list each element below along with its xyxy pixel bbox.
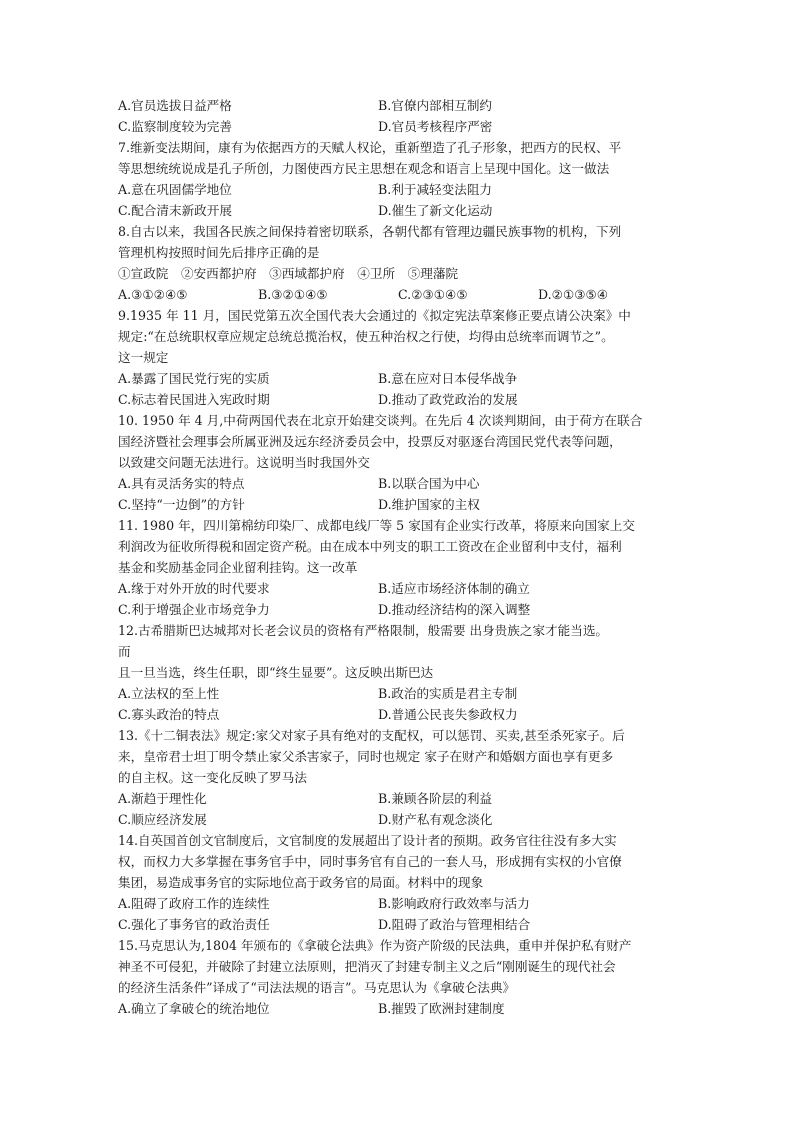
- answer-option: A.意在巩固儒学地位: [118, 182, 232, 197]
- question-block: [118, 620, 678, 725]
- answer-option: A.立法权的至上性: [118, 686, 220, 701]
- options-row: [118, 389, 678, 410]
- question-text-line: 14.自英国首创文官制度后，文官制度的发展超出了设计者的预期。政务官往往没有多大实: [118, 833, 617, 848]
- question-text-line: 11. 1980 年，四川第棉纺印染厂、成都电线厂等 5 家国有企业实行改革，将原来向国家上交: [118, 518, 635, 533]
- answer-option: A.具有灵活务实的特点: [118, 476, 245, 491]
- answer-option: D.阻碍了政治与管理相结合: [378, 917, 531, 932]
- question-text-line: ①宣政院 ②安西都护府 ③西域都护府 ④卫所 ⑤理藩院: [118, 266, 459, 281]
- question-text-line: 这一规定: [118, 350, 169, 365]
- question-text-line: 10. 1950 年 4 月,中荷两国代表在北京开始建交谈判。在先后 4 次谈判期间，由于荷方在联合: [118, 413, 643, 428]
- answer-option: A.确立了拿破仑的统治地位: [118, 1001, 270, 1016]
- options-row: [118, 494, 678, 515]
- options-row: [118, 704, 678, 725]
- question-text-line: 权，而权力大多掌握在事务官手中，同时事务官有自己的一套人马，形成拥有实权的小官僚: [118, 854, 622, 869]
- question-text-line: 神圣不可侵犯，并破除了封建立法原则，把消灭了封建专制主义之后“刚刚诞生的现代社会: [118, 959, 616, 974]
- answer-option: C.寡头政治的特点: [118, 707, 220, 722]
- question-text-line: 12.古希腊斯巴达城邦对长老会议员的资格有严格限制，般需要 出身贵族之家才能当选。: [118, 623, 609, 638]
- question-text-line: 管理机构按照时间先后排序正确的是: [118, 245, 320, 260]
- answer-option: B.利于减轻变法阻力: [378, 182, 493, 197]
- options-row: [118, 179, 678, 200]
- answer-option: D.官员考核程序严密: [378, 119, 493, 134]
- answer-option: C.监察制度较为完善: [118, 119, 232, 134]
- exam-page: [118, 95, 678, 1019]
- answer-option: B.意在应对日本侵华战争: [378, 371, 518, 386]
- answer-option: B.官僚内部相互制约: [378, 98, 493, 113]
- answer-option: C.配合清末新政开展: [118, 203, 232, 218]
- answer-option: B.适应市场经济体制的确立: [378, 581, 530, 596]
- question-text-line: 9.1935 年 11 月，国民党第五次全国代表大会通过的《拟定宪法草案修正要点请公决案》中: [118, 308, 631, 323]
- options-row: [118, 893, 678, 914]
- answer-option: B.政治的实质是君主专制: [378, 686, 518, 701]
- options-row: [118, 599, 678, 620]
- options-row: [118, 200, 678, 221]
- question-block: [118, 305, 678, 410]
- question-text-line: 来，皇帝君士坦丁明令禁止家父杀害家子，同时也规定 家子在财产和婚姻方面也享有更多: [118, 749, 614, 764]
- answer-option: B.影响政府行政效率与活力: [378, 896, 530, 911]
- options-row: [118, 473, 678, 494]
- answer-option: D.普通公民丧失参政权力: [378, 707, 518, 722]
- question-text-line: 13.《十二铜表法》规定:家父对家子具有绝对的支配权，可以惩罚、买卖,甚至杀死家子。后: [118, 728, 625, 743]
- question-block: [118, 410, 678, 515]
- question-text-line: 利润改为征收所得税和固定资产税。由在成本中列支的职工工资改在企业留利中支付，福利: [118, 539, 622, 554]
- question-text-line: 等思想统统说成是孔子所创，力图使西方民主思想在观念和语言上呈现中国化。这一做法: [118, 161, 610, 176]
- question-block: [118, 935, 678, 1019]
- options-row: [118, 998, 678, 1019]
- options-row: [118, 284, 678, 305]
- options-row: [118, 683, 678, 704]
- question-text-line: 且一旦当选，终生任职，即“终生显要”。这反映出斯巴达: [118, 665, 434, 680]
- question-text-line: 集团，易造成事务官的实际地位高于政务官的局面。材料中的现象: [118, 875, 484, 890]
- options-row: [118, 95, 678, 116]
- answer-option: A.③①②④⑤: [118, 287, 188, 302]
- answer-option: D.②①③⑤④: [538, 287, 609, 302]
- answer-option: A.阻碍了政府工作的连续性: [118, 896, 270, 911]
- question-text-line: 以致建交问题无法进行。这说明当时我国外交: [118, 455, 370, 470]
- options-row: [118, 914, 678, 935]
- question-block: [118, 515, 678, 620]
- question-text-line: 7.维新变法期间，康有为依据西方的天赋人权论，重新塑造了孔子形象，把西方的民权、平: [118, 140, 622, 155]
- options-row: [118, 368, 678, 389]
- answer-option: D.财产私有观念淡化: [378, 812, 493, 827]
- question-text-line: 的自主权。这一变化反映了罗马法: [118, 770, 307, 785]
- answer-option: D.维护国家的主权: [378, 497, 480, 512]
- question-text-line: 基金和奖励基金同企业留利挂钩。这一改革: [118, 560, 358, 575]
- answer-option: A.暴露了国民党行宪的实质: [118, 371, 270, 386]
- answer-option: A.渐趋于理性化: [118, 791, 207, 806]
- question-text-line: 8.自古以来，我国各民族之间保持着密切联系，各朝代都有管理边疆民族事物的机构，下列: [118, 224, 622, 239]
- question-block: [118, 95, 678, 137]
- options-row: [118, 116, 678, 137]
- answer-option: C.顺应经济发展: [118, 812, 207, 827]
- answer-option: C.标志着民国进入宪政时期: [118, 392, 270, 407]
- answer-option: A.官员选拔日益严格: [118, 98, 232, 113]
- question-text-line: 国经济暨社会理事会所属亚洲及远东经济委员会中，投票反对驱逐台湾国民党代表等问题，: [118, 434, 622, 449]
- options-row: [118, 809, 678, 830]
- answer-option: C.利于增强企业市场竞争力: [118, 602, 270, 617]
- answer-option: B.③②①④⑤: [258, 287, 328, 302]
- options-row: [118, 578, 678, 599]
- question-text-line: 15.马克思认为,1804 年颁布的《拿破仑法典》作为资产阶级的民法典，重申并保护私有财产: [118, 938, 632, 953]
- question-text-line: 而: [118, 644, 131, 659]
- answer-option: C.坚持“一边倒”的方针: [118, 497, 245, 512]
- answer-option: D.推动经济结构的深入调整: [378, 602, 531, 617]
- answer-option: D.催生了新文化运动: [378, 203, 493, 218]
- answer-option: C.②③①④⑤: [398, 287, 468, 302]
- question-text-line: 规定:“在总统职权章应规定总统总揽治权，使五种治权之行使，均得由总统率而调节之”。: [118, 329, 614, 344]
- answer-option: D.推动了政党政治的发展: [378, 392, 518, 407]
- question-block: [118, 221, 678, 305]
- answer-option: B.兼顾各阶层的利益: [378, 791, 493, 806]
- question-block: [118, 137, 678, 221]
- answer-option: B.以联合国为中心: [378, 476, 480, 491]
- question-block: [118, 725, 678, 830]
- options-row: [118, 788, 678, 809]
- answer-option: B.摧毁了欧洲封建制度: [378, 1001, 505, 1016]
- answer-option: A.缘于对外开放的时代要求: [118, 581, 270, 596]
- answer-option: C.强化了事务官的政治责任: [118, 917, 270, 932]
- question-block: [118, 830, 678, 935]
- question-text-line: 的经济生活条件”译成了“司法法规的语言”。马克思认为《拿破仑法典》: [118, 980, 516, 995]
